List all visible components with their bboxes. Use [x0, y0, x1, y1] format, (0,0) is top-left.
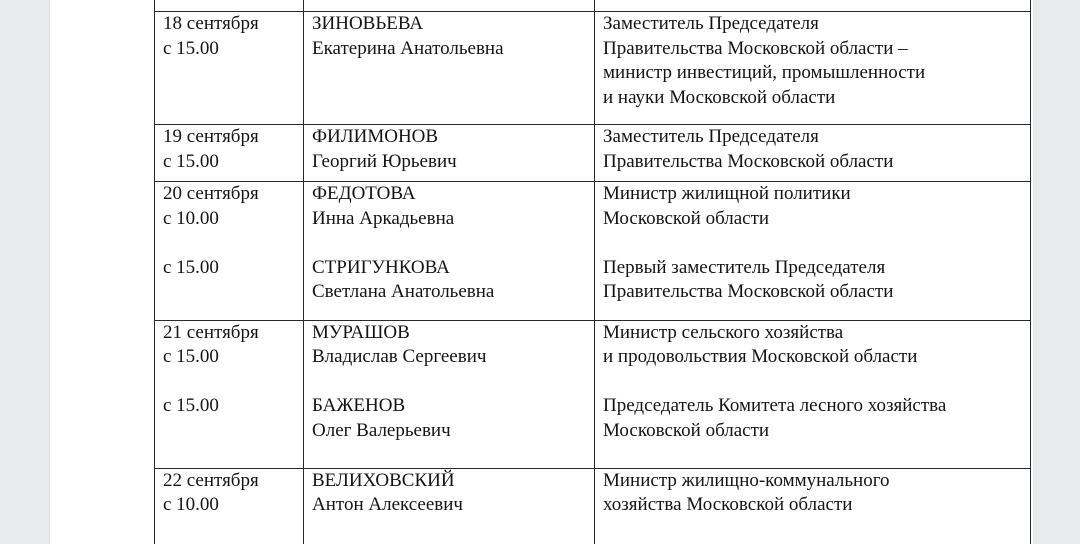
given-name-text: Владислав Сергеевич — [312, 346, 487, 368]
position-line: Правительства Московской области — [603, 150, 894, 172]
surname-text: ФЕДОТОВА — [312, 183, 416, 205]
table-row — [155, 125, 1031, 182]
time-text: с 15.00 — [163, 346, 219, 368]
name-cell — [304, 468, 595, 544]
position-line: Министр сельского хозяйства — [603, 321, 844, 343]
time-text: с 15.00 — [163, 395, 219, 417]
time-text: с 10.00 — [163, 494, 219, 516]
surname-text: ФИЛИМОНОВ — [312, 126, 439, 148]
position-cell — [595, 468, 1031, 544]
document-page — [50, 0, 1033, 544]
name-cell — [304, 182, 595, 320]
schedule-table — [154, 0, 1031, 544]
given-name-text: Антон Алексеевич — [312, 494, 463, 516]
date-text: 19 сентября — [163, 126, 259, 148]
date-text: 20 сентября — [163, 183, 259, 205]
time-text: с 15.00 — [163, 150, 219, 172]
name-cell — [304, 12, 595, 125]
given-name-text: Олег Валерьевич — [312, 419, 451, 441]
position-cell — [595, 12, 1031, 125]
position-line: Московской области — [603, 207, 770, 229]
surname-text: ВЕЛИХОВСКИЙ — [312, 469, 455, 491]
position-cell — [595, 125, 1031, 182]
position-line: Председатель Комитета лесного хозяйства — [603, 395, 947, 417]
table-row — [155, 320, 1031, 468]
date-text: 22 сентября — [163, 469, 259, 491]
given-name-text: Екатерина Анатольевна — [312, 37, 504, 59]
position-line: Правительства Московской области – — [603, 37, 908, 59]
position-line: министр инвестиций, промышленности — [603, 62, 926, 84]
date-text: 21 сентября — [163, 321, 259, 343]
time-text: с 15.00 — [163, 37, 219, 59]
name-cell — [304, 320, 595, 468]
given-name-text: Светлана Анатольевна — [312, 281, 495, 303]
date-text: 18 сентября — [163, 13, 259, 35]
position-line: и продовольствия Московской области — [603, 346, 918, 368]
date-cell — [155, 468, 304, 544]
surname-text: ЗИНОВЬЕВА — [312, 13, 424, 35]
surname-text: СТРИГУНКОВА — [312, 256, 450, 278]
position-line: Заместитель Председателя — [603, 126, 819, 148]
date-cell — [155, 320, 304, 468]
position-line: и науки Московской области — [603, 86, 836, 108]
date-cell — [155, 125, 304, 182]
name-cell — [304, 125, 595, 182]
position-line: хозяйства Московской области — [603, 494, 853, 516]
surname-text: БАЖЕНОВ — [312, 395, 406, 417]
date-cell — [155, 12, 304, 125]
time-text: с 10.00 — [163, 207, 219, 229]
position-line: Московской области — [603, 419, 770, 441]
table-row — [155, 182, 1031, 320]
position-line: Первый заместитель Председателя — [603, 256, 886, 278]
surname-text: МУРАШОВ — [312, 321, 410, 343]
given-name-text: Инна Аркадьевна — [312, 207, 455, 229]
given-name-text: Георгий Юрьевич — [312, 150, 457, 172]
date-cell — [155, 182, 304, 320]
position-line: Министр жилищно-коммунального — [603, 469, 890, 491]
position-line: Министр жилищной политики — [603, 183, 851, 205]
table-row — [155, 12, 1031, 125]
header-row-cut-off — [155, 0, 1031, 12]
position-line: Заместитель Председателя — [603, 13, 819, 35]
position-cell — [595, 182, 1031, 320]
position-line: Правительства Московской области — [603, 281, 894, 303]
table-row — [155, 468, 1031, 544]
position-cell — [595, 320, 1031, 468]
time-text: с 15.00 — [163, 256, 219, 278]
